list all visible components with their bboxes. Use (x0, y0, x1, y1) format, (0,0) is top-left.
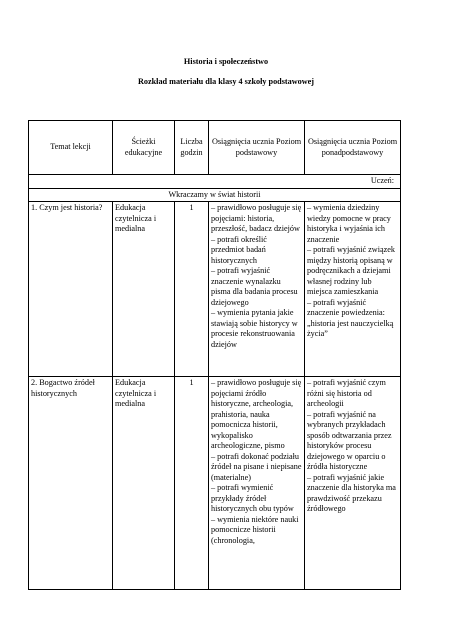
row-path: Edukacja czytelnicza i medialna (113, 377, 175, 590)
lesson-plan-table (28, 120, 401, 590)
document-subtitle: Rozkład materiału dla klasy 4 szkoły podstawowej (137, 77, 315, 86)
table-row (29, 202, 401, 377)
header-path: Ścieżki edukacyjne (113, 121, 175, 175)
row-hours: 1 (175, 202, 209, 377)
uczen-row (29, 175, 401, 189)
table-row (29, 377, 401, 590)
header-hours: Liczba godzin (175, 121, 209, 175)
uczen-label: Uczeń: (29, 175, 401, 189)
row-advanced: – wymienia dziedziny wiedzy pomocne w pracy historyka i wyjaśnia ich znaczenie – potrafi wyjaśnić związek między historią opisaną w podręcznikach a dziejami własnej rodziny lub miejsca zamieszkania – potrafi wyjaśnić znaczenie powiedzenia: „historia jest nauczycielką życia” (305, 202, 401, 377)
row-hours: 1 (175, 377, 209, 590)
row-path: Edukacja czytelnicza i medialna (113, 202, 175, 377)
row-advanced: – potrafi wyjaśnić czym różni się historia od archeologii – potrafi wyjaśnić na wybranych przykładach sposób odtwarzania przez historyków procesu dziejowego w oparciu o źródła historyczne – potrafi wyjaśnić jakie znaczenie dla historyka ma prawdziwość przekazu źródłowego (305, 377, 401, 590)
row-basic: – prawidłowo posługuje się pojęciami źródło historyczne, archeologia, prahistoria, nauka pomocnicza historii, wykopalisko archeologiczne, pismo – potrafi dokonać podziału źródeł na pisane i niepisane (materialne) – potrafi wymienić przykłady źródeł historycznych obu typów – wymienia niektóre nauki pomocnicze historii (chronologia, (209, 377, 305, 590)
document-title: Historia i społeczeństwo (183, 57, 269, 66)
table-header-row (29, 121, 401, 175)
header-advanced: Osiągnięcia ucznia Poziom ponadpodstawowy (305, 121, 401, 175)
header-basic: Osiągnięcia ucznia Poziom podstawowy (209, 121, 305, 175)
header-topic: Temat lekcji (29, 121, 113, 175)
row-basic: – prawidłowo posługuje się pojęciami: historia, przeszłość, badacz dziejów – potrafi określić przedmiot badań historycznych – potrafi wyjaśnić znaczenie wynalazku pisma dla badania procesu dziejowego – wymienia pytania jakie stawiają sobie historycy w procesie rekonstruowania dziejów (209, 202, 305, 377)
section-title: Wkraczamy w świat historii (29, 188, 401, 202)
row-topic: 2. Bogactwo źródeł historycznych (29, 377, 113, 590)
section-row (29, 188, 401, 202)
row-topic: 1. Czym jest historia? (29, 202, 113, 377)
